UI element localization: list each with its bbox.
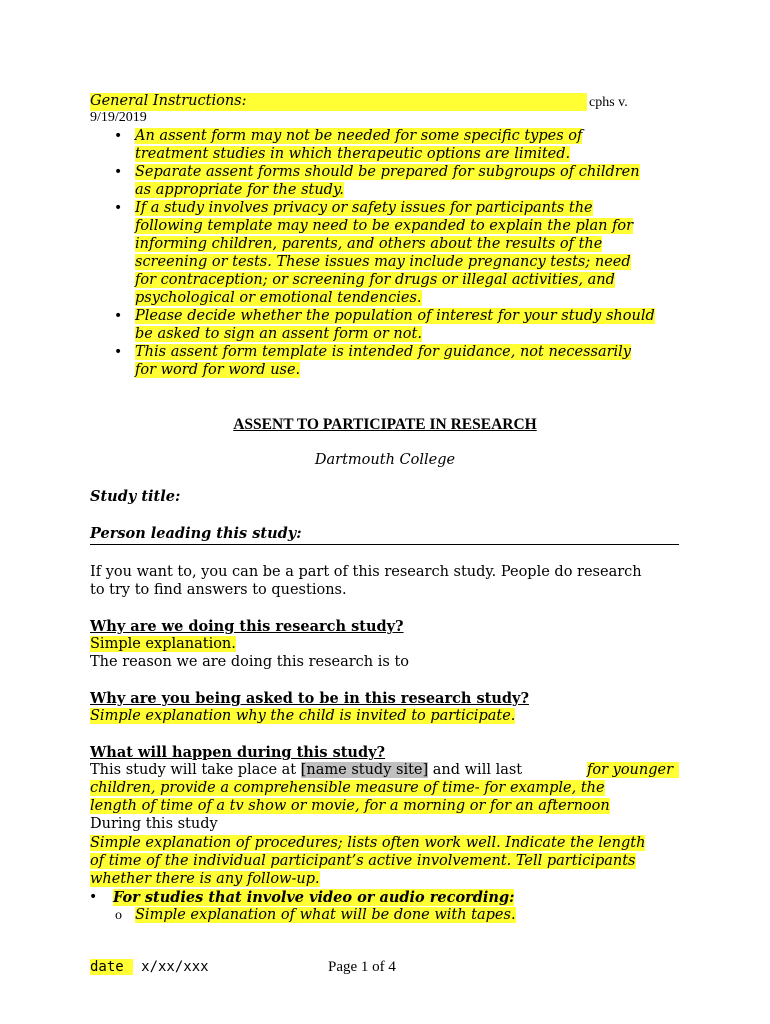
instruction-bullet-icon: • [114, 308, 123, 324]
study-location-line: This study will take place at [name study site] and will last [90, 762, 523, 778]
procedures-line-1: Simple explanation of procedures; lists often work well. Indicate the length [90, 835, 646, 851]
why-asked-heading: Why are you being asked to be in this research study? [90, 690, 529, 707]
instruction-line: as appropriate for the study. [135, 182, 344, 198]
page-number: Page 1 of 4 [328, 959, 396, 975]
instruction-bullet-icon: • [114, 128, 123, 144]
duration-note-start: for younger [587, 762, 679, 778]
recording-bullet-icon: • [89, 889, 98, 905]
why-asked-placeholder: Simple explanation why the child is invited to participate. [90, 708, 516, 724]
intro-line-2: to try to find answers to questions. [90, 582, 347, 598]
version-label: cphs v. [589, 95, 628, 110]
instruction-line: for word for word use. [135, 362, 301, 378]
instruction-line: An assent form may not be needed for some specific types of [135, 128, 583, 144]
procedures-line-2: of time of the individual participant’s active involvement. Tell participants [90, 853, 636, 869]
instruction-line: psychological or emotional tendencies. [135, 290, 422, 306]
divider-line [90, 544, 679, 545]
version-date: 9/19/2019 [90, 110, 147, 125]
during-study-label: During this study [90, 816, 218, 832]
general-instructions-label: General Instructions: [90, 93, 587, 111]
footer-date: date x/xx/xxx [90, 959, 209, 975]
recording-sub-text: Simple explanation of what will be done with tapes. [135, 907, 516, 923]
instruction-bullet-icon: • [114, 344, 123, 360]
why-doing-text: The reason we are doing this research is to [90, 654, 409, 670]
person-leading-label: Person leading this study: [90, 525, 302, 542]
instruction-line: If a study involves privacy or safety issues for participants the [135, 200, 593, 216]
instruction-bullet-icon: • [114, 200, 123, 216]
instruction-line: This assent form template is intended for guidance, not necessarily [135, 344, 632, 360]
instruction-line: screening or tests. These issues may include pregnancy tests; need [135, 254, 631, 270]
institution-name: Dartmouth College [314, 452, 456, 468]
footer-date-label: date [90, 959, 124, 975]
instruction-line: Separate assent forms should be prepared for subgroups of children [135, 164, 640, 180]
instruction-line: be asked to sign an assent form or not. [135, 326, 422, 342]
what-happen-heading: What will happen during this study? [90, 744, 386, 761]
study-site-field[interactable]: [name study site] [300, 762, 429, 778]
page-title: ASSENT TO PARTICIPATE IN RESEARCH [233, 416, 537, 433]
instruction-bullet-icon: • [114, 164, 123, 180]
instruction-line: for contraception; or screening for drugs or illegal activities, and [135, 272, 615, 288]
duration-note-line-2: children, provide a comprehensible measure of time- for example, the [90, 780, 605, 796]
study-title-label: Study title: [90, 488, 181, 505]
instruction-line: following template may need to be expanded to explain the plan for [135, 218, 634, 234]
instruction-line: Please decide whether the population of interest for your study should [135, 308, 655, 324]
instruction-line: informing children, parents, and others about the results of the [135, 236, 603, 252]
why-doing-heading: Why are we doing this research study? [90, 618, 404, 635]
duration-note-line-3: length of time of a tv show or movie, for a morning or for an afternoon [90, 798, 610, 814]
sub-bullet-icon: o [115, 908, 122, 923]
procedures-line-3: whether there is any follow-up. [90, 871, 320, 887]
instruction-line: treatment studies in which therapeutic options are limited. [135, 146, 571, 162]
recording-heading: For studies that involve video or audio recording: [113, 889, 515, 906]
intro-line-1: If you want to, you can be a part of this research study. People do research [90, 564, 642, 580]
why-doing-placeholder: Simple explanation. [90, 636, 236, 652]
